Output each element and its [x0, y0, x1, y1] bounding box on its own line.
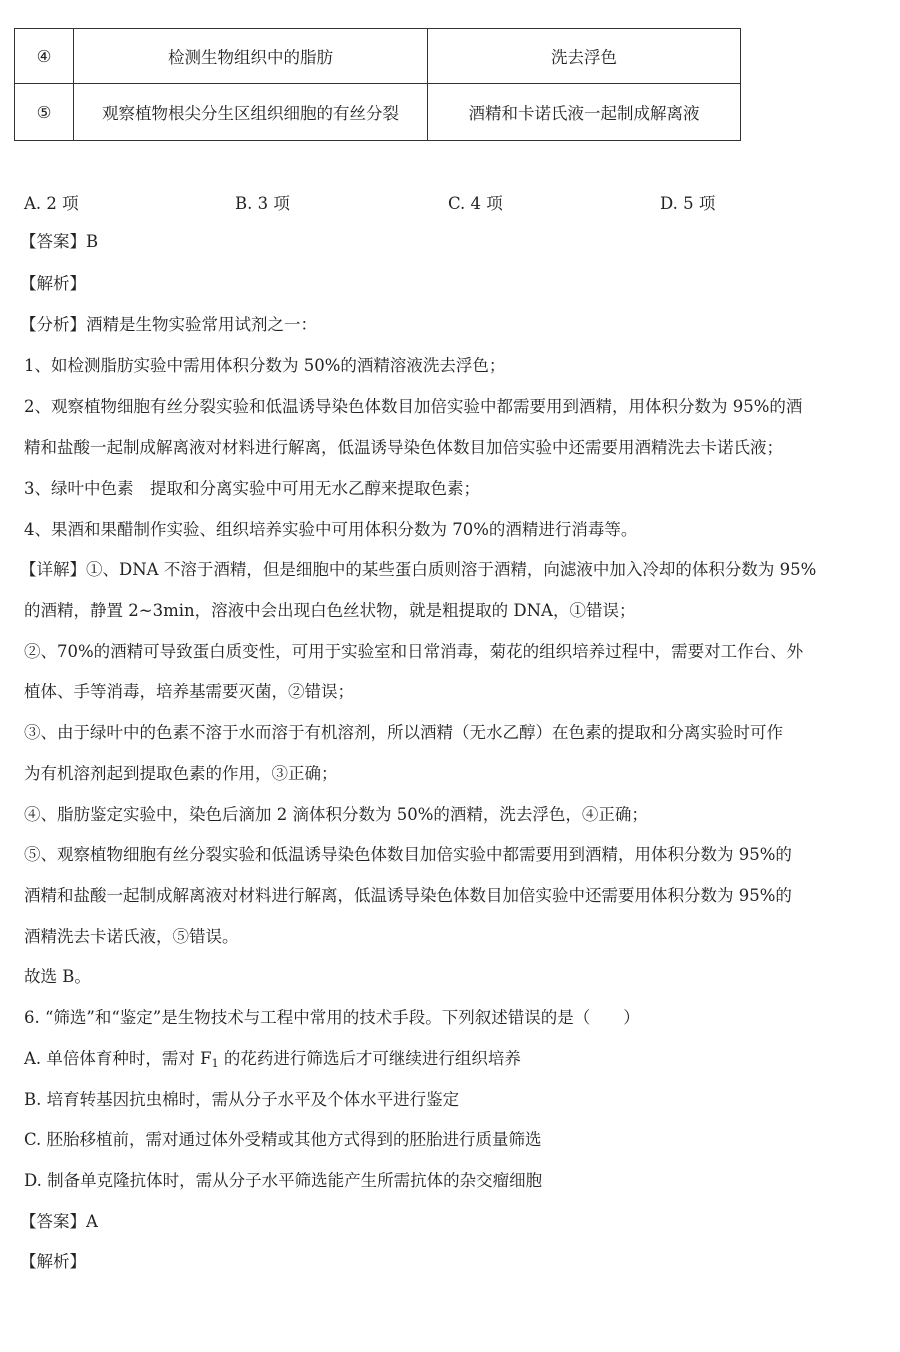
q6-stem: 6. “筛选”和“鉴定”是生物技术与工程中常用的技术手段。下列叙述错误的是（ ） [24, 1008, 640, 1027]
subscript: 1 [211, 1057, 219, 1070]
alcohol-use-cell: 洗去浮色 [428, 29, 741, 84]
q6-option-d: D. 制备单克隆抗体时，需从分子水平筛选能产生所需抗体的杂交瘤细胞 [24, 1171, 543, 1190]
detail-line: 为有机溶剂起到提取色素的作用，③正确； [24, 764, 338, 783]
option-a: A. 2 项 [24, 194, 79, 213]
option-b: B. 3 项 [235, 194, 290, 213]
q6-answer: 【答案】A [20, 1212, 98, 1231]
q6-option-a: A. 单倍体育种时，需对 $F_1$ 的花药进行筛选后才可继续进行组织培养 [24, 1049, 521, 1070]
q5-options [24, 190, 884, 216]
detail-line: 酒精洗去卡诺氏液，⑤错误。 [24, 927, 239, 946]
q5-answer: 【答案】B [20, 232, 99, 251]
detail-line: ④、脂肪鉴定实验中，染色后滴加 2 滴体积分数为 50%的酒精，洗去浮色，④正确； [24, 805, 648, 824]
analysis-line: 【分析】酒精是生物实验常用试剂之一： [20, 315, 317, 334]
detail-line: 酒精和盐酸一起制成解离液对材料进行解离，低温诱导染色体数目加倍实验中还需要用体积分数为 95%的 [24, 886, 792, 905]
analysis-line: 精和盐酸一起制成解离液对材料进行解离，低温诱导染色体数目加倍实验中还需要用酒精洗去卡诺氏液； [24, 438, 783, 457]
experiment-cell: 观察植物根尖分生区组织细胞的有丝分裂 [74, 84, 428, 141]
detail-line: ②、70%的酒精可导致蛋白质变性，可用于实验室和日常消毒，菊花的组织培养过程中，需要对工作台、外 [24, 642, 804, 661]
detail-line: 的酒精，静置 2~3min，溶液中会出现白色丝状物，就是粗提取的 DNA，①错误； [24, 601, 636, 620]
detail-line: 【详解】①、DNA 不溶于酒精，但是细胞中的某些蛋白质则溶于酒精，向滤液中加入冷却的体积分数为 95% [20, 560, 817, 579]
q6-option-c: C. 胚胎移植前，需对通过体外受精或其他方式得到的胚胎进行质量筛选 [24, 1130, 542, 1149]
detail-line: ③、由于绿叶中的色素不溶于水而溶于有机溶剂，所以酒精（无水乙醇）在色素的提取和分离实验时可作 [24, 723, 783, 742]
analysis-line: 3、绿叶中色素 提取和分离实验中可用无水乙醇来提取色素； [24, 479, 480, 498]
table-row [15, 84, 741, 141]
table-row [15, 29, 741, 84]
analysis-line: 1、如检测脂肪实验中需用体积分数为 50%的酒精溶液洗去浮色； [24, 356, 506, 375]
q5-analysis-label: 【解析】 [20, 274, 86, 293]
analysis-line: 4、果酒和果醋制作实验、组织培养实验中可用体积分数为 70%的酒精进行消毒等。 [24, 520, 638, 539]
option-d: D. 5 项 [660, 194, 716, 213]
row-number: ⑤ [15, 84, 74, 141]
q6-option-b: B. 培育转基因抗虫棉时，需从分子水平及个体水平进行鉴定 [24, 1090, 460, 1109]
q6-analysis-label: 【解析】 [20, 1252, 86, 1271]
row-number: ④ [15, 29, 74, 84]
option-c: C. 4 项 [448, 194, 503, 213]
detail-line: 植体、手等消毒，培养基需要灭菌，②错误； [24, 682, 354, 701]
alcohol-use-cell: 酒精和卡诺氏液一起制成解离液 [428, 84, 741, 141]
experiment-cell: 检测生物组织中的脂肪 [74, 29, 428, 84]
conclusion-line: 故选 B。 [24, 967, 91, 986]
detail-line: ⑤、观察植物细胞有丝分裂实验和低温诱导染色体数目加倍实验中都需要用到酒精，用体积分数为 95%的 [24, 845, 792, 864]
analysis-line: 2、观察植物细胞有丝分裂实验和低温诱导染色体数目加倍实验中都需要用到酒精，用体积分数为 95%的酒 [24, 397, 803, 416]
experiment-table [14, 28, 741, 141]
